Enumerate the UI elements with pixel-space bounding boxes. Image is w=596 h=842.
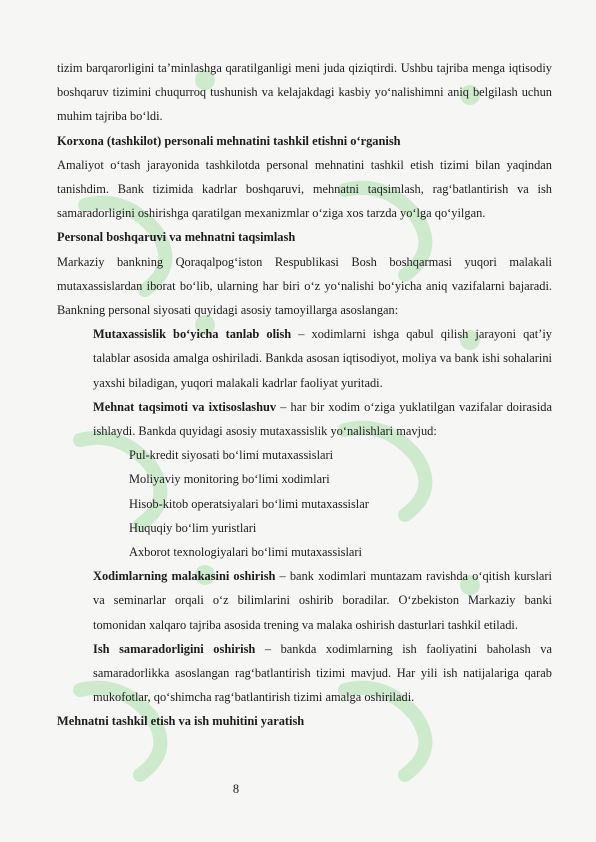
list-item: Huquqiy bo‘lim yuristlari xyxy=(129,520,257,535)
principle-item xyxy=(57,395,552,443)
principle-title: Mehnat taqsimoti va ixtisoslashuv xyxy=(93,399,277,414)
principle-title: Ish samaradorligini oshirish xyxy=(93,641,256,656)
paragraph: tizim barqarorligini ta’minlashga qaratilganligi meni juda qiziqtirdi. Ushbu tajriba menga iqtisodiy boshqaruv tizimini chuqurroq tushunish va kelajakdagi kasbiy yo‘nalishimni aniq belgilash uchun muhim tajriba bo‘ldi. xyxy=(57,61,552,124)
page-body xyxy=(57,56,552,734)
principle-item xyxy=(57,637,552,710)
principle-text: – bank xodimlari muntazam ravishda o‘qitish kurslari va seminarlar orqali o‘z bilimlarini oshirib boradilar. O‘zbekiston Markaziy banki tomonidan xalqaro tajriba asosida trening va malaka oshirish dasturlari tashkil etiladi. xyxy=(93,569,552,632)
principle-text: – xodimlarni ishga qabul qilish jarayoni qat’iy talablar asosida amalga oshiriladi. Bankda asosan iqtisodiyot, moliya va bank ishi sohalarini yaxshi biladigan, yuqori malakali kadrlar faoliyat yuritadi. xyxy=(93,327,552,390)
principle-item xyxy=(57,322,552,395)
section-heading: Personal boshqaruvi va mehnatni taqsimlash xyxy=(57,230,296,245)
principle-title: Mutaxassislik bo‘yicha tanlab olish xyxy=(93,327,292,342)
paragraph: Amaliyot o‘tash jarayonida tashkilotda personal mehnatini tashkil etish tizimi bilan yaqindan tanishdim. Bank tizimida kadrlar boshqaruvi, mehnatni taqsimlash, rag‘batlantirish va ish samaradorligini oshirishga qaratilgan mexanizmlar o‘ziga xos tarzda yo‘lga qo‘yilgan. xyxy=(57,157,552,221)
list-item: Moliyaviy monitoring bo‘limi xodimlari xyxy=(129,472,330,487)
principle-item xyxy=(57,564,552,637)
section-heading: Mehnatni tashkil etish va ish muhitini yaratish xyxy=(57,714,305,729)
list-item: Hisob-kitob operatsiyalari bo‘limi mutaxassislar xyxy=(129,496,369,511)
list-item: Axborot texnologiyalari bo‘limi mutaxassislari xyxy=(129,545,362,560)
principle-text: – har bir xodim o‘ziga yuklatilgan vazifalar doirasida ishlaydi. Bankda quyidagi asosiy mutaxassislik yo‘nalishlari mavjud: xyxy=(93,399,552,439)
page-number: 8 xyxy=(232,782,240,796)
section-heading: Korxona (tashkilot) personali mehnatini tashkil etishni o‘rganish xyxy=(57,133,401,148)
principle-title: Xodimlarning malakasini oshirish xyxy=(93,569,276,584)
paragraph: Markaziy bankning Qoraqalpog‘iston Respublikasi Bosh boshqarmasi yuqori malakali mutaxassislardan iborat bo‘lib, ularning har biri o‘z yo‘nalishi bo‘yicha aniq vazifalarni bajaradi. Bankning personal siyosati quyidagi asosiy tamoyillarga asoslangan: xyxy=(57,254,552,318)
list-item: Pul-kredit siyosati bo‘limi mutaxassislari xyxy=(129,448,334,463)
principle-text: – bankda xodimlarning ish faoliyatini baholash va samaradorlikka asoslangan rag‘batlantirish tizimi mavjud. Har yili ish natijalariga qarab mukofotlar, qo‘shimcha rag‘batlantirish tizimi amalga oshiriladi. xyxy=(93,641,552,705)
specialization-list xyxy=(57,443,552,564)
